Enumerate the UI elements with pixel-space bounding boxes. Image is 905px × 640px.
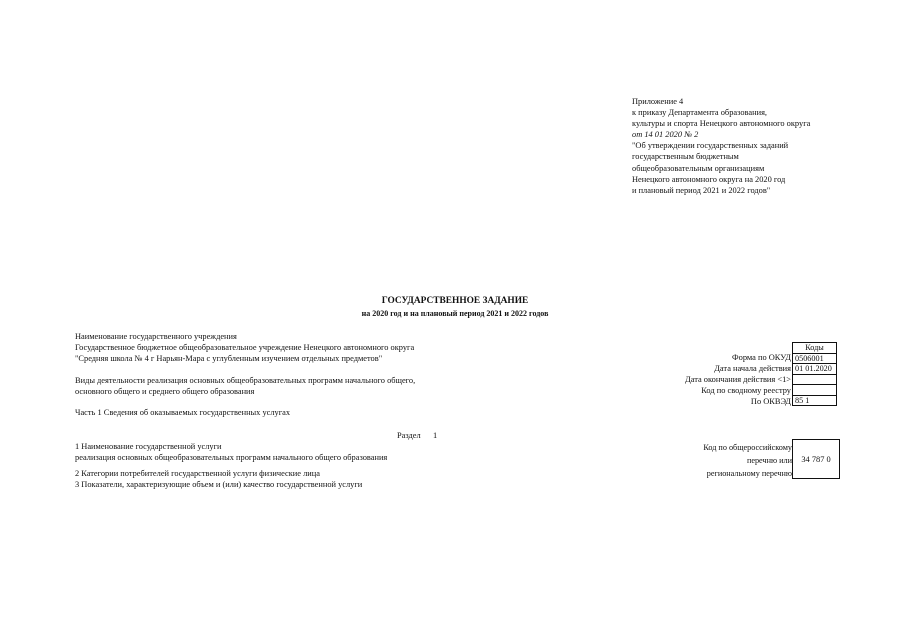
start-date-label: Дата начала действия [714, 364, 791, 373]
codes-header: Коды [793, 343, 837, 354]
start-date-value: 01 01.2020 [793, 364, 837, 375]
okud-value: 0506001 [793, 353, 837, 364]
document-subtitle: на 2020 год и на плановый период 2021 и 2022 годов [361, 309, 549, 318]
registry-value [793, 385, 837, 396]
activity-line2: основного общего и среднего общего образования [75, 387, 255, 396]
activity-line1: Виды деятельности реализация основных общеобразовательных программ начального общего, [75, 376, 416, 385]
section-label: Раздел [397, 431, 421, 440]
okved-value: 85 1 [793, 395, 837, 406]
institution-heading: Наименование государственного учреждения [75, 332, 237, 341]
appendix-line: общеобразовательным организациям [632, 163, 765, 173]
okud-label: Форма по ОКУД [732, 353, 791, 362]
institution-name-line2: "Средняя школа № 4 г Нарьян-Мара с углубленным изучением отдельных предметов" [75, 354, 383, 363]
appendix-line: Приложение 4 [632, 97, 684, 106]
section-number: 1 [433, 431, 438, 440]
appendix-line: культуры и спорта Ненецкого автономного округа [632, 119, 811, 129]
appendix-line: "Об утверждении государственных заданий [632, 141, 789, 151]
registry-code-label1: Код по общероссийскому [703, 443, 792, 452]
okved-label: По ОКВЭД [750, 397, 791, 406]
registry-code-value: 34 787 0 [792, 439, 840, 479]
consumer-category: 2 Категории потребителей государственной услуги физические лица [75, 469, 320, 478]
registry-code-label3: региональному перечню [706, 469, 792, 478]
part-heading: Часть 1 Сведения об оказываемых государственных услугах [75, 408, 291, 417]
registry-label: Код по сводному реестру [701, 386, 791, 395]
appendix-line: к приказу Департамента образования, [632, 108, 768, 118]
service-name-value: реализация основных общеобразовательных программ начального общего образования [75, 453, 388, 462]
document-title: ГОСУДАРСТВЕННОЕ ЗАДАНИЕ [381, 296, 529, 306]
appendix-line: и плановый период 2021 и 2022 годов" [632, 185, 771, 195]
appendix-line: от 14 01 2020 № 2 [632, 130, 699, 140]
registry-code-label2: перечню или [746, 456, 792, 465]
appendix-block [632, 96, 810, 196]
appendix-line: государственным бюджетным [632, 152, 739, 162]
end-date-label: Дата окончания действия <1> [685, 375, 791, 384]
end-date-value [793, 374, 837, 385]
appendix-line: Ненецкого автономного округа на 2020 год [632, 174, 786, 184]
registry-code-labels [686, 441, 792, 480]
institution-name-line1: Государственное бюджетное общеобразовательное учреждение Ненецкого автономного округа [75, 343, 415, 352]
indicators-heading: 3 Показатели, характеризующие объем и (или) качество государственной услуги [75, 480, 363, 489]
codes-table [792, 342, 837, 406]
service-name-label: 1 Наименование государственной услуги [75, 442, 222, 451]
